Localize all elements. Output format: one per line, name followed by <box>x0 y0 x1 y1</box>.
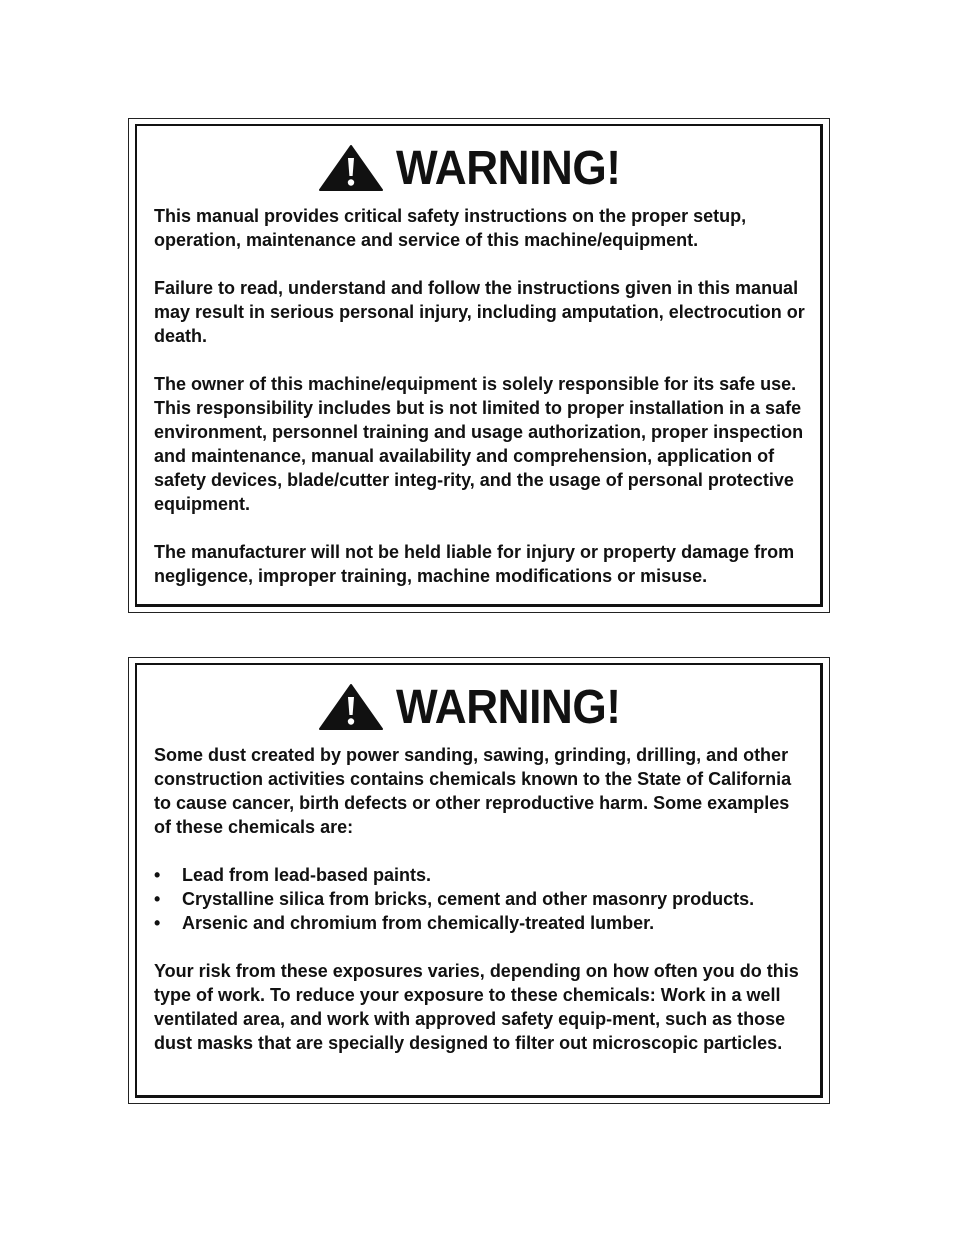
warning-title: WARNING! <box>396 142 621 195</box>
warning-body <box>154 743 809 1055</box>
warning-paragraph: This manual provides critical safety instructions on the proper setup, operation, maintenance and service of this machine/equipment. <box>154 206 747 250</box>
bullet-symbol: • <box>154 865 161 885</box>
list-item <box>154 863 809 887</box>
warning-triangle-icon <box>318 683 384 731</box>
warning-paragraph: The manufacturer will not be held liable for injury or property damage from negligence, improper training, machine modifications or misuse. <box>154 542 795 586</box>
warning-box-dust <box>128 657 830 1104</box>
warning-paragraph: The owner of this machine/equipment is solely responsible for its safe use. This responsibility includes but is not limited to proper installation in a safe environment, personnel training and usage authorization, proper inspection and maintenance, manual availability and comprehension, application of safety devices, blade/cutter integ-rity, and the usage of personal protective equipment. <box>154 374 804 514</box>
warning-body <box>154 204 809 588</box>
list-item-text: Lead from lead-based paints. <box>182 865 432 885</box>
bullet-symbol: • <box>154 889 161 909</box>
warning-triangle-icon <box>318 144 384 192</box>
warning-header <box>129 678 829 738</box>
warning-closing: Your risk from these exposures varies, depending on how often you do this type of work. To reduce your exposure to these chemicals: Work in a well ventilated area, and work with approved safety equip-ment, such as those dust masks that are specially designed to filter out microscopic particles. <box>154 961 799 1053</box>
chemical-list <box>154 863 809 935</box>
bullet-symbol: • <box>154 913 161 933</box>
list-item <box>154 911 809 935</box>
warning-intro: Some dust created by power sanding, sawing, grinding, drilling, and other construction activities contains chemicals known to the State of California to cause cancer, birth defects or other reproductive harm. Some examples of these chemicals are: <box>154 745 792 837</box>
warning-header <box>129 139 829 199</box>
list-item <box>154 887 809 911</box>
warning-box-manual <box>128 118 830 613</box>
warning-paragraph: Failure to read, understand and follow the instructions given in this manual may result in serious personal injury, including amputation, electrocution or death. <box>154 278 805 346</box>
list-item-text: Crystalline silica from bricks, cement and other masonry products. <box>182 889 755 909</box>
warning-title: WARNING! <box>396 681 621 734</box>
list-item-text: Arsenic and chromium from chemically-treated lumber. <box>182 913 655 933</box>
